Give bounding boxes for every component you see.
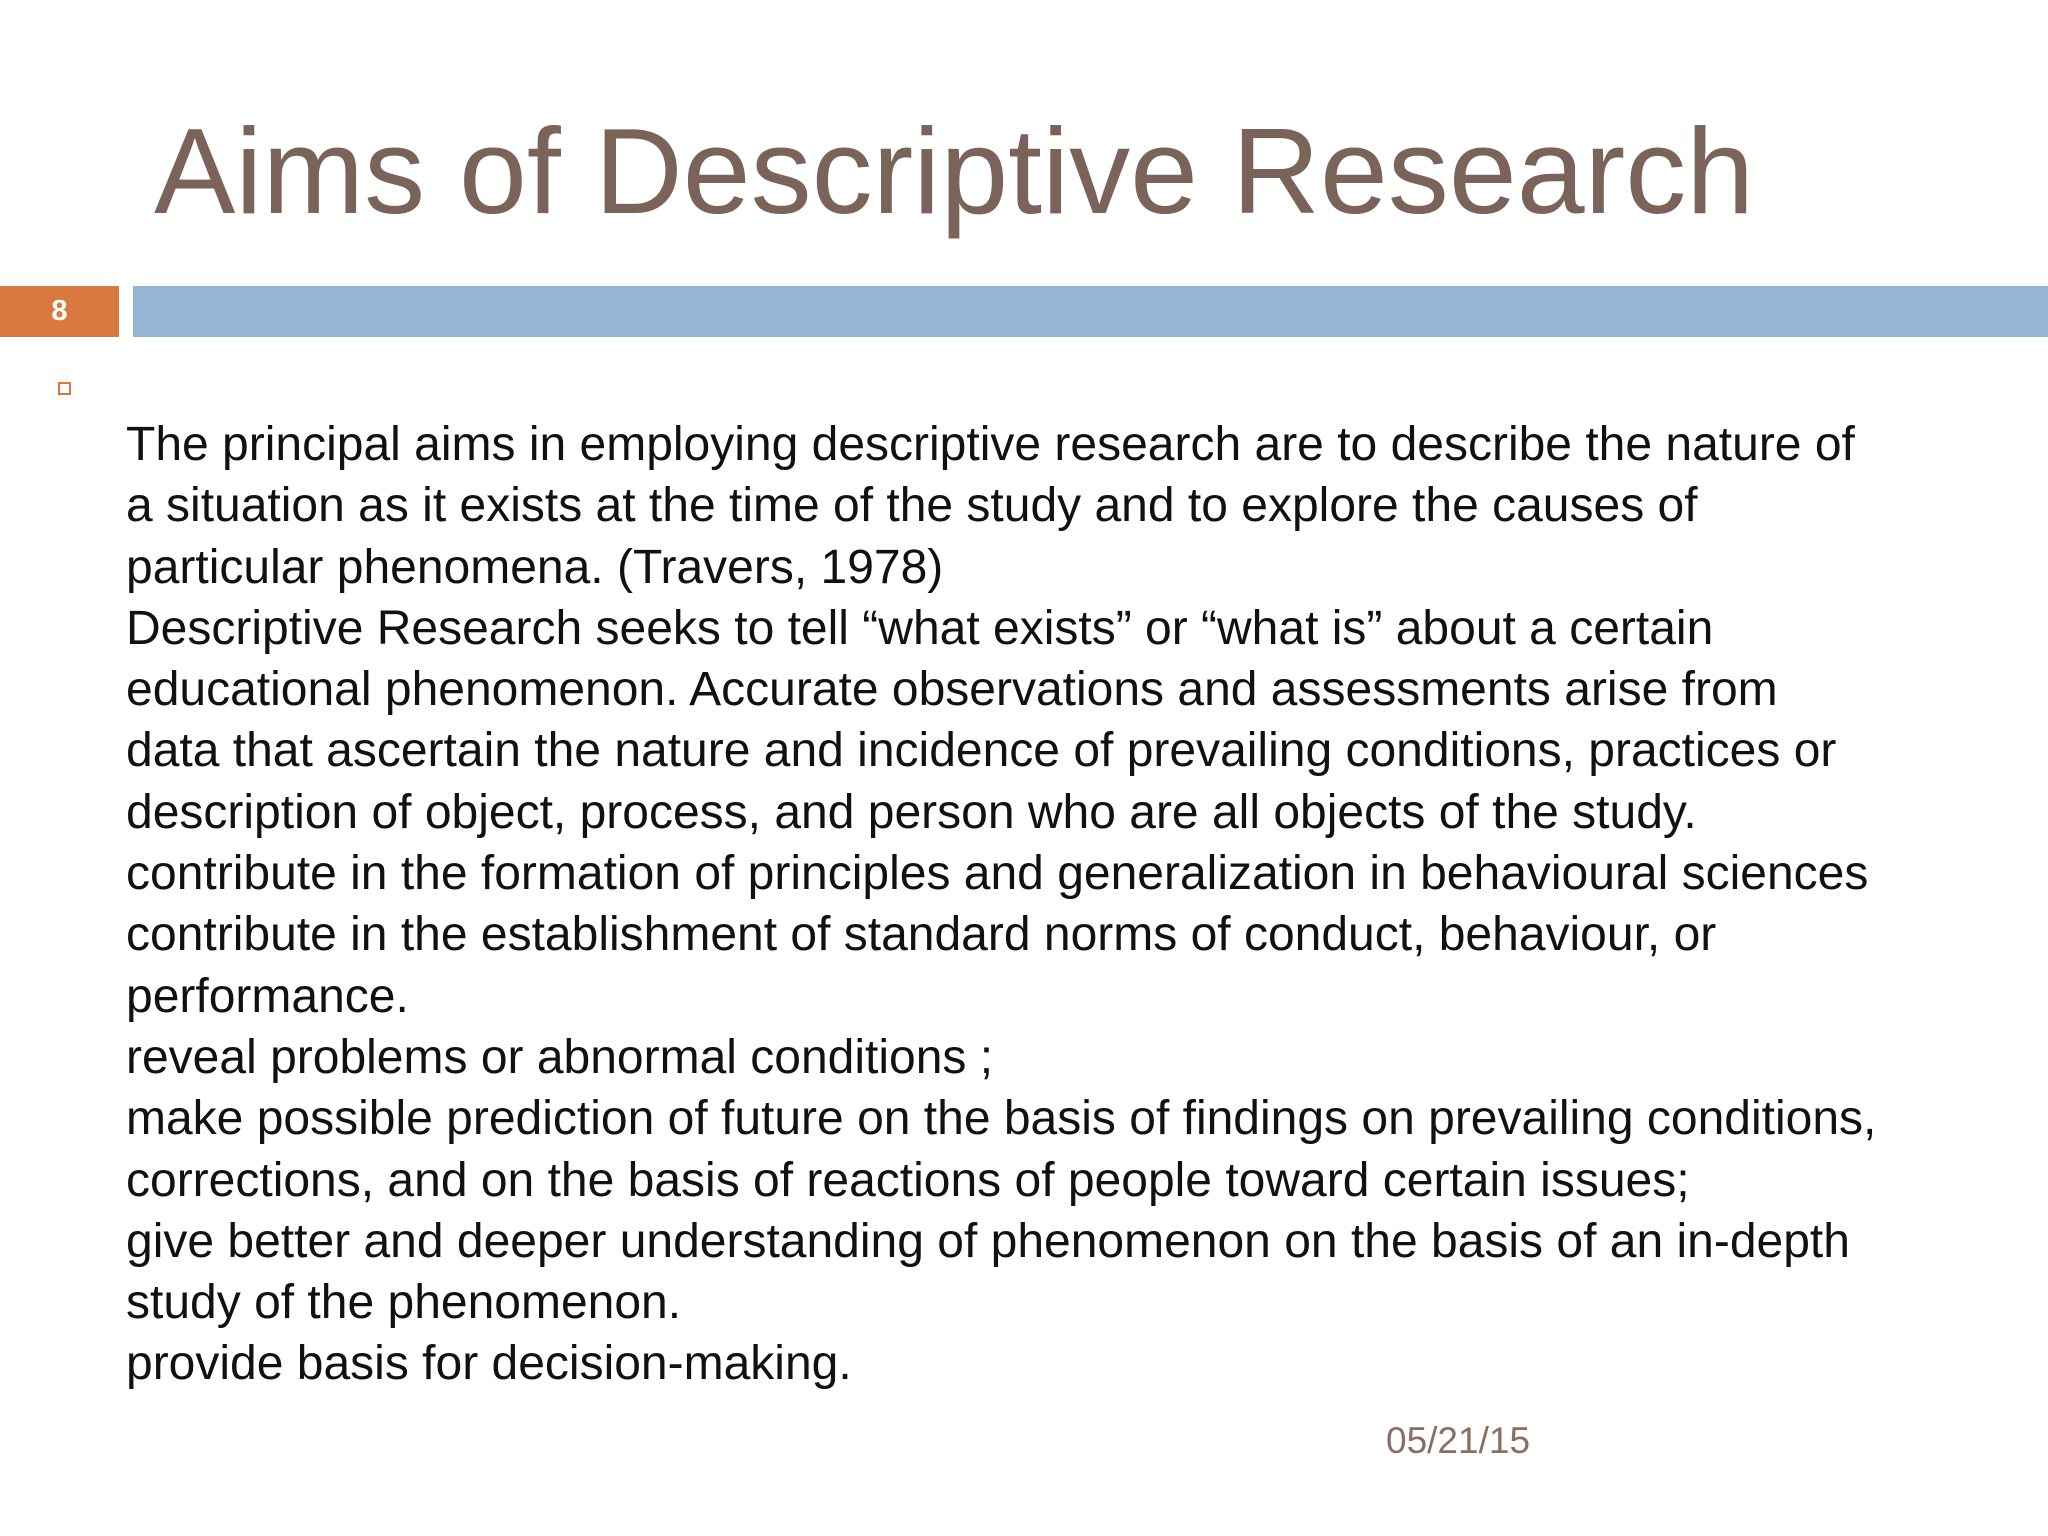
body-line: make possible prediction of future on the basis of findings on prevailing conditions, xyxy=(126,1092,1877,1146)
body-line: educational phenomenon. Accurate observations and assessments arise from xyxy=(126,663,1778,717)
page-number-box xyxy=(0,286,119,337)
body-line: corrections, and on the basis of reactions of people toward certain issues; xyxy=(126,1153,1690,1207)
body-text xyxy=(126,414,2026,1395)
body-line: contribute in the establishment of standard norms of conduct, behaviour, or xyxy=(126,908,1717,962)
body-line: contribute in the formation of principles and generalization in behavioural sciences xyxy=(126,847,1869,901)
body-line: Descriptive Research seeks to tell “what exists” or “what is” about a certain xyxy=(126,601,1714,655)
header-bar xyxy=(133,286,2048,337)
body-line: performance. xyxy=(126,969,409,1023)
slide-title: Aims of Descriptive Research xyxy=(154,103,1755,239)
page-number: 8 xyxy=(51,295,68,327)
body-line: The principal aims in employing descriptive research are to describe the nature of xyxy=(126,418,1855,471)
body-line: reveal problems or abnormal conditions ; xyxy=(126,1030,994,1084)
body-line: description of object, process, and person who are all objects of the study. xyxy=(126,785,1697,839)
body-line: particular phenomena. (Travers, 1978) xyxy=(126,540,944,594)
body-line: data that ascertain the nature and incidence of prevailing conditions, practices or xyxy=(126,724,1837,778)
body-line: a situation as it exists at the time of the study and to explore the causes of xyxy=(126,479,1698,533)
slide-date: 05/21/15 xyxy=(1386,1420,1531,1461)
body-line: study of the phenomenon. xyxy=(126,1276,682,1330)
body-line: give better and deeper understanding of phenomenon on the basis of an in-depth xyxy=(126,1214,1850,1268)
hollow-square-bullet-icon xyxy=(58,382,71,395)
body-line: provide basis for decision-making. xyxy=(126,1337,852,1391)
